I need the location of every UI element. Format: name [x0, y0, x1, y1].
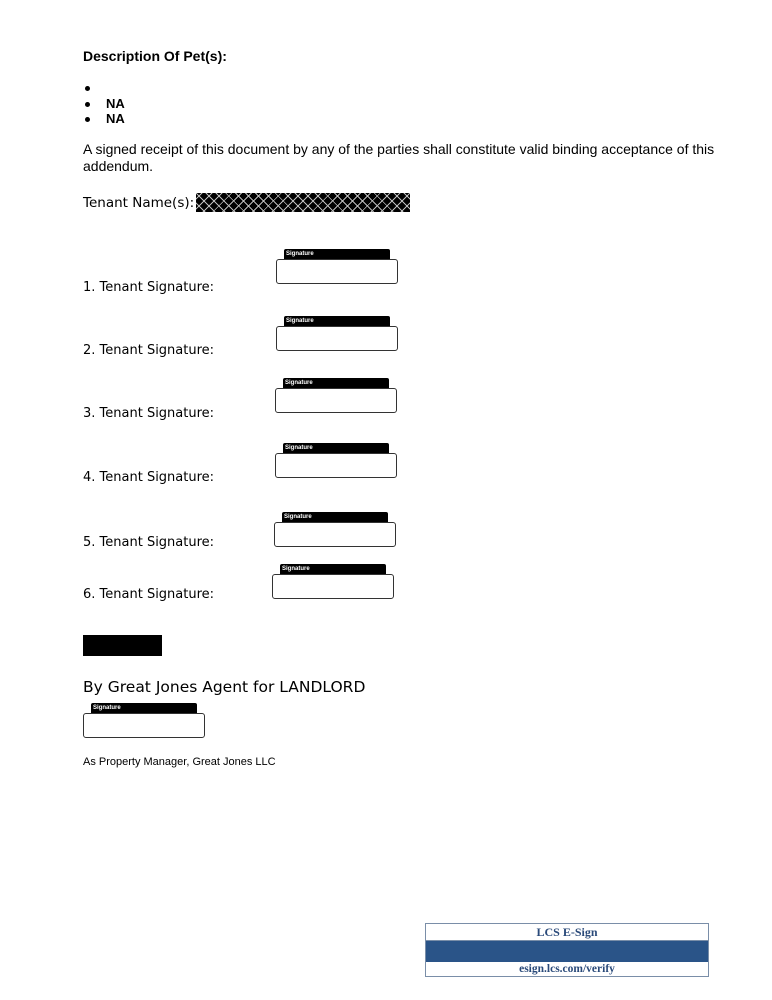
list-item — [83, 80, 125, 96]
signature-box[interactable] — [276, 259, 398, 284]
tenant-signature-field-3[interactable] — [275, 378, 397, 414]
tenant-name-redaction — [196, 193, 410, 212]
tenant-name-label: Tenant Name(s): — [83, 195, 195, 211]
signature-box[interactable] — [272, 574, 394, 599]
signature-tab: Signature — [284, 249, 390, 259]
esign-band — [426, 941, 708, 962]
signature-box[interactable] — [83, 713, 205, 738]
tenant-signature-field-5[interactable] — [274, 512, 396, 548]
tenant-signature-label-1: 1. Tenant Signature: — [83, 280, 215, 295]
pets-list — [83, 80, 125, 127]
signature-box[interactable] — [274, 522, 396, 547]
signature-tab: Signature — [283, 443, 389, 453]
tenant-signature-label-4: 4. Tenant Signature: — [83, 470, 215, 485]
esign-title: LCS E-Sign — [426, 924, 708, 941]
redaction-block — [83, 635, 162, 656]
pets-heading: Description Of Pet(s): — [83, 48, 227, 64]
signature-tab: Signature — [280, 564, 386, 574]
esign-verification-badge — [425, 923, 709, 977]
tenant-signature-field-6[interactable] — [272, 564, 394, 600]
list-item: NA — [83, 111, 125, 127]
tenant-signature-label-5: 5. Tenant Signature: — [83, 535, 215, 550]
signature-box[interactable] — [276, 326, 398, 351]
signature-box[interactable] — [275, 388, 397, 413]
acceptance-paragraph: A signed receipt of this document by any of the parties shall constitute valid binding acceptance of this addendum. — [83, 141, 715, 174]
signature-tab: Signature — [284, 316, 390, 326]
signature-tab: Signature — [283, 378, 389, 388]
signature-box[interactable] — [275, 453, 397, 478]
signature-tab: Signature — [282, 512, 388, 522]
tenant-signature-label-3: 3. Tenant Signature: — [83, 406, 215, 421]
list-item: NA — [83, 96, 125, 112]
tenant-signature-field-2[interactable] — [276, 316, 398, 352]
esign-verify-link[interactable]: esign.lcs.com/verify — [519, 963, 615, 975]
landlord-signature-field[interactable] — [83, 703, 205, 739]
agent-line: By Great Jones Agent for LANDLORD — [83, 678, 366, 696]
tenant-signature-label-6: 6. Tenant Signature: — [83, 587, 215, 602]
tenant-signature-field-1[interactable] — [276, 249, 398, 285]
tenant-signature-label-2: 2. Tenant Signature: — [83, 343, 215, 358]
signature-tab: Signature — [91, 703, 197, 713]
tenant-signature-field-4[interactable] — [275, 443, 397, 479]
manager-line: As Property Manager, Great Jones LLC — [83, 756, 276, 768]
